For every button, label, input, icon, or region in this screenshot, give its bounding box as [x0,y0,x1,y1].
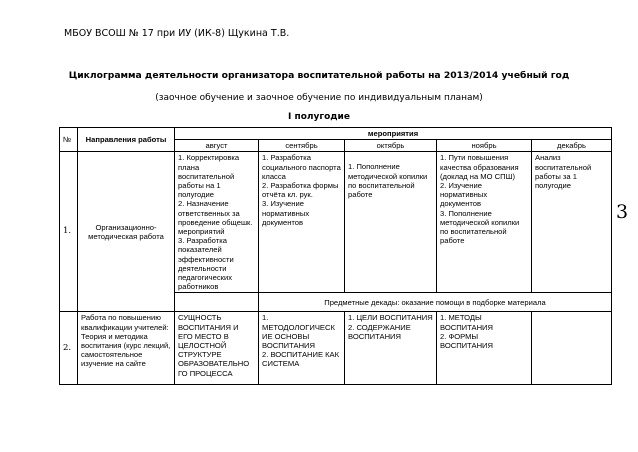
col-direction-header: Направления работы [78,128,175,152]
event-cell: 1. Разработка социального паспорта класса 2. Разработка формы отчёта кл. рук. 3. Изучение нормативных документов [259,152,345,293]
event-cell [532,312,612,385]
decades-note: Предметные декады: оказание помощи в подборке материала [259,293,612,312]
half-year-label: I полугодие [288,112,350,122]
event-cell: 1. Пополнение методической копилки по воспитательной работе [345,152,437,293]
row-number: 1. [60,152,78,312]
col-events-header: мероприятия [175,128,612,140]
school-header: МБОУ ВСОШ № 17 при ИУ (ИК-8) Щукина Т.В. [64,28,290,39]
row-direction: Работа по повышению квалификации учителей: Теория и методика воспитания (курс лекций, самостоятельное изучение на сайте [78,312,175,385]
row-number: 2. [60,312,78,385]
page-number: 3 [616,201,629,223]
table-row [60,312,612,385]
table-row [60,152,612,293]
event-cell: 1. Пути повышения качества образования (доклад на МО СПШ) 2. Изучение нормативных документов 3. Пополнение методической копилки по воспитательной работе [437,152,532,293]
month-header: октябрь [345,140,437,152]
document-subtitle: (заочное обучение и заочное обучение по индивидуальным планам) [155,93,483,103]
month-header: декабрь [532,140,612,152]
event-cell: 1. МЕТОДОЛОГИЧЕСК ИЕ ОСНОВЫ ВОСПИТАНИЯ 2. ВОСПИТАНИЕ КАК СИСТЕМА [259,312,345,385]
header-row [60,128,612,140]
note-empty-cell [175,293,259,312]
event-cell: 1. ЦЕЛИ ВОСПИТАНИЯ 2. СОДЕРЖАНИЕ ВОСПИТАНИЯ [345,312,437,385]
document-title: Циклограмма деятельности организатора воспитательной работы на 2013/2014 учебный год [68,70,570,81]
cyclogram-table [59,127,612,385]
month-header: сентябрь [259,140,345,152]
event-cell: СУЩНОСТЬ ВОСПИТАНИЯ И ЕГО МЕСТО В ЦЕЛОСТНОЙ СТРУКТУРЕ ОБРАЗОВАТЕЛЬНО ГО ПРОЦЕССА [175,312,259,385]
month-header: ноябрь [437,140,532,152]
col-num-header: № [60,128,78,152]
row-direction: Организационно-методическая работа [78,152,175,312]
event-cell: 1. МЕТОДЫ ВОСПИТАНИЯ 2. ФОРМЫ ВОСПИТАНИЯ [437,312,532,385]
event-cell: Анализ воспитательной работы за 1 полугодие [532,152,612,293]
event-cell: 1. Корректировка плана воспитательной работы на 1 полугодие 2. Назначение ответственных за проведение общешк. мероприятий 3. Разработка показателей эффективности деятельности педагогических работников [175,152,259,293]
month-header: август [175,140,259,152]
